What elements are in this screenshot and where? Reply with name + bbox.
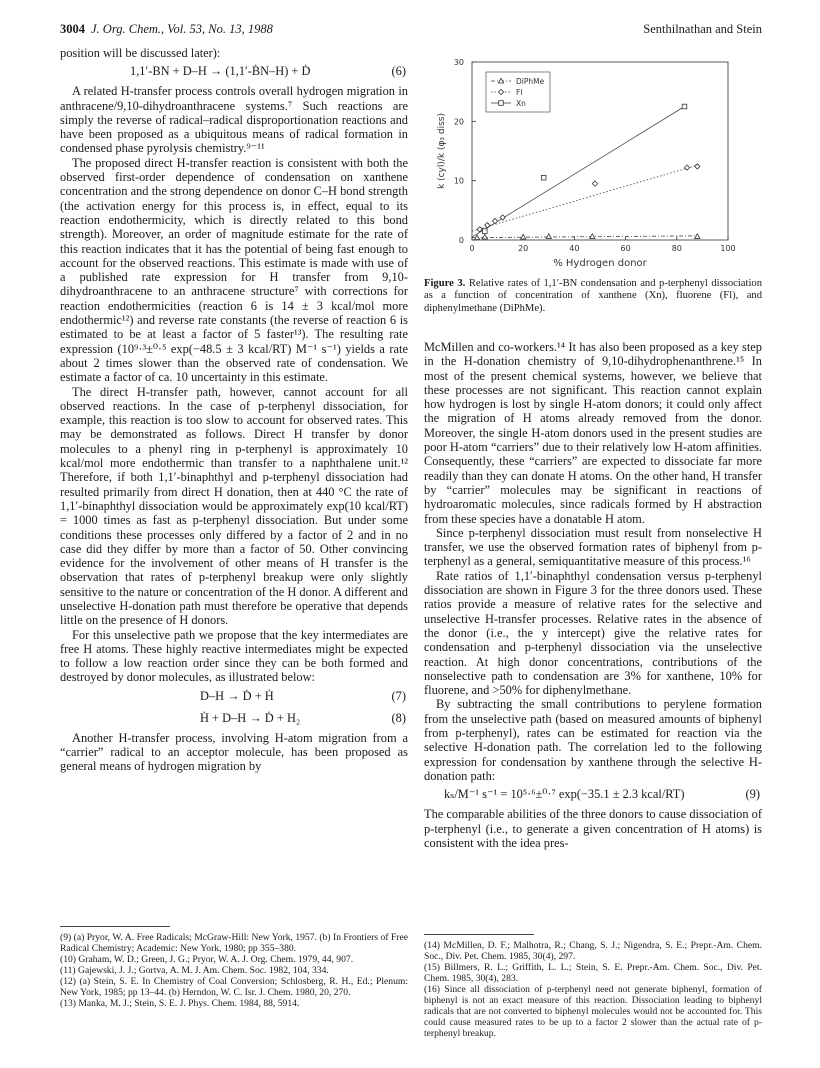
y-tick-label: 0 [458,236,464,245]
figure-caption [424,278,762,315]
journal-citation: J. Org. Chem., Vol. 53, No. 13, 1988 [91,22,273,36]
x-tick-label: 20 [518,244,529,253]
paragraph: Another H-transfer process, involving H-atom migration from a “carrier” radical to an acceptor molecule, has been proposed as general means of hydrogen migration by [60,730,408,774]
x-tick-label: 100 [720,244,736,253]
x-tick-label: 40 [569,244,580,253]
paragraph: position will be discussed later): [60,46,221,60]
left-column [60,46,408,774]
header-authors: Senthilnathan and Stein [643,22,762,36]
footnote: (12) (a) Stein, S. E. In Chemistry of Coal Conversion; Schlosberg, R. H., Ed.; Plenum: New York, 1985; pp 13–44. (b) Herndon, W. C. Isr. J. Chem. 1980, 20, 270. [60,976,408,998]
fit-line-diphme [472,236,697,238]
equation-8 [60,709,408,729]
equation-text: Ḣ + D–H → Ḋ + H₂ [200,710,301,725]
footnotes-right [424,940,762,1039]
equation-7 [60,687,408,707]
y-tick-label: 20 [453,117,464,127]
data-point-diphme [521,234,526,239]
footnote: (15) Billmers, R. L.; Griffith, L. L.; Stein, S. E. Prepr.-Am. Chem. Soc., Div. Pet. Chem. 1985, 30(4), 283. [424,962,762,984]
footnote: (10) Graham, W. D.; Green, J. G.; Pryor, W. A. J. Org. Chem. 1979, 44, 907. [60,954,354,965]
footnote: (11) Gajewski, J. J.; Gortva, A. M. J. Am. Chem. Soc. 1982, 104, 334. [60,965,329,976]
paragraph: Since p-terphenyl dissociation must result from nonselective H transfer, we use the observed formation rates of biphenyl from p-terphenyl as a general, semiquantitative measure of this process.¹⁶ [424,525,762,569]
equation-number: (8) [391,710,406,725]
data-point-xn [483,229,488,234]
footnote: (13) Manka, M. J.; Stein, S. E. J. Phys. Chem. 1984, 88, 5914. [60,998,300,1009]
x-tick-label: 0 [469,244,475,253]
equation-number: (7) [391,688,406,703]
right-column [424,340,762,850]
fit-line-fl [472,165,697,231]
paragraph: McMillen and co-workers.¹⁴ It has also been proposed as a key step in the H-donation chemistry of 9,10-dihydrophenanthrene.¹⁵ In most of the present chemical systems, however, we believe that these processes are not significant. This reaction cannot explain how hydrogen is lost by single H-atom donors; it could only affect the migration of H atoms already removed from the donor. Moreover, the single H-atom donors used in the present studies are poor H-atom “carriers” due to their relatively low H-atom affinities. Consequently, these “carriers” are expected to dissociate far more readily than they can donate H atoms. On the other hand, H transfer by “carrier” molecules may be significant in reactions of hydroaromatic molecules, since radicals formed by H abstraction from these species have a donatable H atom. [424,340,762,526]
data-point-fl [684,165,689,170]
footnotes-left [60,932,408,1009]
footnote: (16) Since all dissociation of p-terphenyl need not generate biphenyl, formation of biphenyl is not an exact measure of this reaction. Dissociation leading to biphenyl radicals that are not converted to biphenyl molecules would not be accounted for. This could cause measured rates to be up to a factor 2 slower than the actual rate of p-terphenyl breakup. [424,984,762,1039]
paragraph: The direct H-transfer path, however, cannot account for all observed reactions. In the case of p-terphenyl dissociation, for example, this reaction is too slow to account for observed rates. This may be demonstrated as follows. Direct H transfer by donor molecules to a phenyl ring in p-terphenyl is approximately 10 kcal/mol more endothermic than transfer to a naphthalene unit.¹² Therefore, if both 1,1′-binaphthyl and p-terphenyl dissociation had resulted primarily from direct H donation, then at 440 °C the rate of 1,1′-binaphthyl dissociation would be approximately exp(10 kcal/RT) = 1000 times as fast as p-terphenyl dissociation. But under some conditions these processes only differed by a factor of 2 and in no case did they differ by more than a factor of 50. Other convincing evidence for the involvement of other means of H transfer is the observation that rates of p-terphenyl breakup were only slightly sensitive to the nature or concentration of the H donor. A different and unselective H-donation path must therefore be operative that depends little on the presence of H donors. [60,384,408,628]
data-point-fl [695,164,700,169]
data-point-diphme [695,234,700,239]
equation-number: (6) [391,64,406,79]
paragraph: The proposed direct H-transfer reaction is consistent with both the observed first-order dependence of condensation on xanthene concentration and the strong dependence on donor C–H bond strength (the activation energy for this process is, in effect, equal to its reaction endothermicity, which is directly related to this bond strength). Moreover, an order of magnitude estimate for the rate of this reaction indicates that it has the potential of being fast enough to account for the observed reactions. This estimate is made with use of a published rate expression for H transfer from 9,10-dihydroanthracene to an anthracene structure⁷ with corrections for reaction endothermicities (reaction 6 is 14 ± 3 kcal/mol more endothermic¹²) and reverse rate constants (the reverse of reaction 6 is estimated to be at least a factor of 5 faster¹³). The resulting rate expression (10⁹·³±⁰·⁵ exp(−48.5 ± 3 kcal/RT) M⁻¹ s⁻¹) yields a rate about 2 times slower than the observed rate of condensation. We estimate a factor of ca. 10 uncertainty in this estimate. [60,155,408,385]
equation-text: kₛ/M⁻¹ s⁻¹ = 10⁵·⁶±⁰·⁷ exp(−35.1 ± 2.3 kcal/RT) [444,787,685,802]
data-point-diphme [546,234,551,239]
paragraph: A related H-transfer process controls overall hydrogen migration in anthracene/9,10-dihydroanthracene systems.⁷ Such reactions are simply the reverse of radical–radical disproportionation reactions and have been proposed as a ubiquitous means of radical formation in condensed phase pyrolysis chemistry.⁹⁻¹¹ [60,84,408,156]
x-tick-label: 60 [620,244,631,253]
equation-9 [424,785,762,805]
legend-label: Xn [516,99,526,108]
data-point-xn [682,104,687,109]
y-tick-label: 30 [453,58,464,67]
footnote-rule [424,934,534,935]
data-point-fl [592,181,597,186]
data-point-diphme [590,234,595,239]
legend-label: Fl [516,88,523,97]
equation-number: (9) [745,787,760,802]
equation-text: 1,1′-BN + D–H → (1,1′-ḂN–H) + Ḋ [130,64,311,79]
caption-text: Relative rates of 1,1′-BN condensation and p-terphenyl dissociation as a function of concentration of xanthene (Xn), fluorene (Fl), and diphenylmethane (DiPhMe). [424,278,762,314]
paragraph: The comparable abilities of the three donors to cause dissociation of p-terphenyl (i.e., to generate a given concentration of H atoms) is consistent with the idea pres- [424,807,762,850]
paragraph: For this unselective path we propose that the key intermediates are free H atoms. These highly reactive intermediates might be expected to follow a low reaction order since they can be both formed and destroyed by donor molecules, as illustrated below: [60,627,408,685]
data-point-diphme [482,234,487,239]
footnote-rule [60,926,170,927]
equation-text: D–H → Ḋ + Ḣ [200,688,274,703]
paragraph: Rate ratios of 1,1′-binaphthyl condensation versus p-terphenyl dissociation are shown in Figure 3 for the three donors used. These ratios provide a measure of relative rates for the selective and unselective H-transfer processes. Relative rates in the absence of the donor (i.e., the y intercept) give the relative rates for condensation and p-terphenyl dissociation via the unselective reaction. At high donor concentrations, contributions of the nonselective path to condensation are 3% for xanthene, 10% for fluorene, and >50% for diphenylmethane. [424,568,762,698]
data-point-xn [541,175,546,180]
footnote: (14) McMillen, D. F.; Malhotra, R.; Chang, S. J.; Nigendra, S. E.; Prepr.-Am. Chem. Soc., Div. Pet. Chem. 1985, 30(4), 297. [424,940,762,962]
footnote: (9) (a) Pryor, W. A. Free Radicals; McGraw-Hill: New York, 1957. (b) In Frontiers of Free Radical Chemistry; Academic: New York, 1980; pp 355–380. [60,932,408,954]
page-number: 3004 [60,22,85,36]
figure-3-chart [430,52,762,272]
x-tick-label: 80 [671,244,682,253]
x-axis-label: % Hydrogen donor [553,258,647,269]
paragraph: By subtracting the small contributions to perylene formation from the unselective path (based on measured amounts of biphenyl from p-terphenyl), rates can be estimated for reaction via the selective H-donation path. The correlation led to the following expression for condensation by xanthene through the selective H-donation path: [424,697,762,783]
y-tick-label: 10 [453,176,464,186]
legend-marker [499,101,504,106]
header-left [60,22,273,37]
equation-6 [60,62,408,82]
running-header [60,22,762,42]
data-point-fl [492,218,497,223]
caption-label: Figure 3. [424,278,466,289]
y-axis-label: k (cyl)/k (φ₃ diss) [437,113,447,189]
legend-label: DiPhMe [516,77,545,86]
